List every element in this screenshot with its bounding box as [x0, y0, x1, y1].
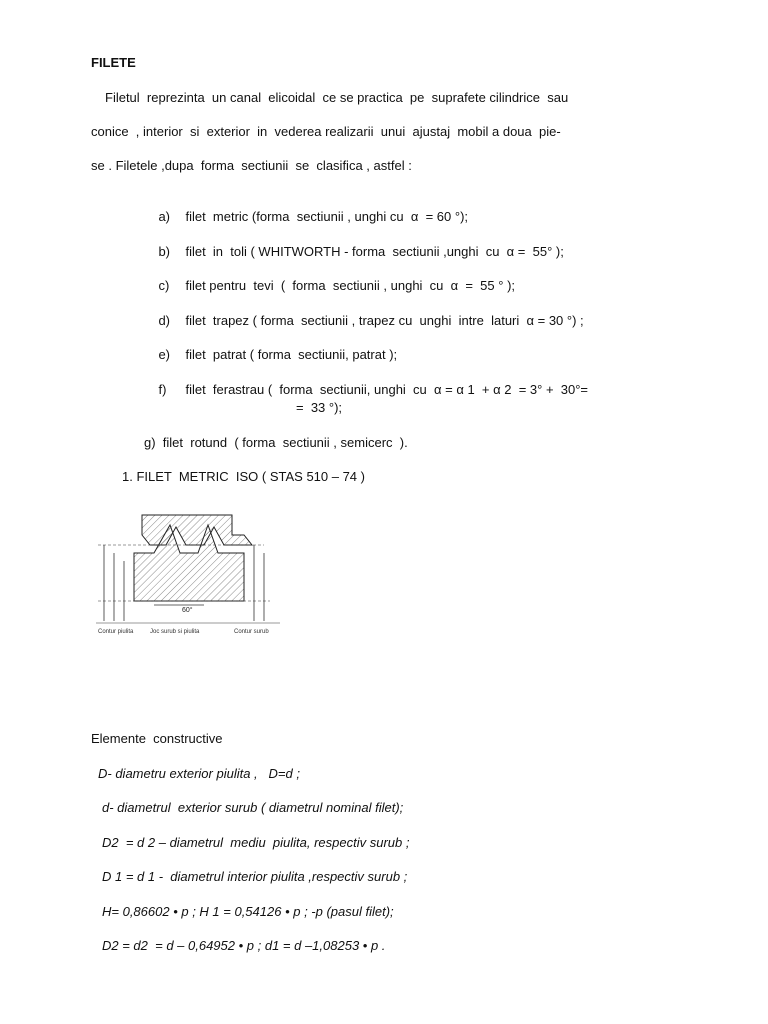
list-letter: e): [158, 347, 171, 362]
diagram-label-nut: Contur piulita: [98, 629, 134, 635]
list-item-g: g) filet rotund ( forma sectiunii , semicerc ).: [144, 435, 408, 450]
list-item-f-continuation: = 33 °);: [296, 400, 343, 415]
list-text: filet in toli ( WHITWORTH - forma sectiunii ,unghi cu α = 55° );: [185, 244, 564, 259]
element-line-1: D- diametru exterior piulita , D=d ;: [98, 766, 300, 781]
element-line-3: D2 = d 2 – diametrul mediu piulita, respectiv surub ;: [102, 835, 410, 850]
element-line-5: H= 0,86602 • p ; H 1 = 0,54126 • p ; -p (pasul filet);: [102, 904, 394, 919]
list-text: filet ferastrau ( forma sectiunii, unghi cu α = α 1 + α 2 = 3° + 30°=: [185, 382, 589, 397]
list-text: filet trapez ( forma sectiunii , trapez cu unghi intre laturi α = 30 °) ;: [185, 313, 584, 328]
nut-section: [142, 515, 252, 545]
metric-thread-profile-diagram: [94, 505, 282, 645]
list-text: filet pentru tevi ( forma sectiunii , unghi cu α = 55 ° );: [185, 278, 516, 293]
element-line-6: D2 = d2 = d – 0,64952 • p ; d1 = d –1,08253 • p .: [102, 938, 386, 953]
list-text: filet patrat ( forma sectiunii, patrat );: [185, 347, 398, 362]
list-letter: c): [158, 278, 170, 293]
intro-line-2: conice , interior si exterior in vederea realizarii unui ajustaj mobil a doua pie-: [91, 124, 561, 139]
list-letter: d): [158, 313, 171, 328]
list-letter: b): [158, 244, 171, 259]
list-letter: a): [158, 209, 171, 224]
diagram-label-bolt: Contur surub: [234, 629, 269, 635]
elements-heading: Elemente constructive: [91, 731, 223, 746]
angle-label: 60°: [182, 607, 193, 614]
intro-line-1: Filetul reprezinta un canal elicoidal ce se practica pe suprafete cilindrice sau: [105, 90, 569, 105]
element-line-4: D 1 = d 1 - diametrul interior piulita ,respectiv surub ;: [102, 869, 408, 884]
diagram-label-gap: Joc surub si piulita: [150, 629, 200, 635]
element-line-2: d- diametrul exterior surub ( diametrul nominal filet);: [102, 800, 404, 815]
list-text: filet metric (forma sectiunii , unghi cu α = 60 °);: [185, 209, 469, 224]
section-heading: 1. FILET METRIC ISO ( STAS 510 – 74 ): [122, 469, 365, 484]
intro-line-3: se . Filetele ,dupa forma sectiunii se clasifica , astfel :: [91, 158, 412, 173]
list-letter: f): [158, 382, 167, 397]
list-item-f: [144, 366, 588, 414]
document-title: FILETE: [91, 55, 136, 70]
